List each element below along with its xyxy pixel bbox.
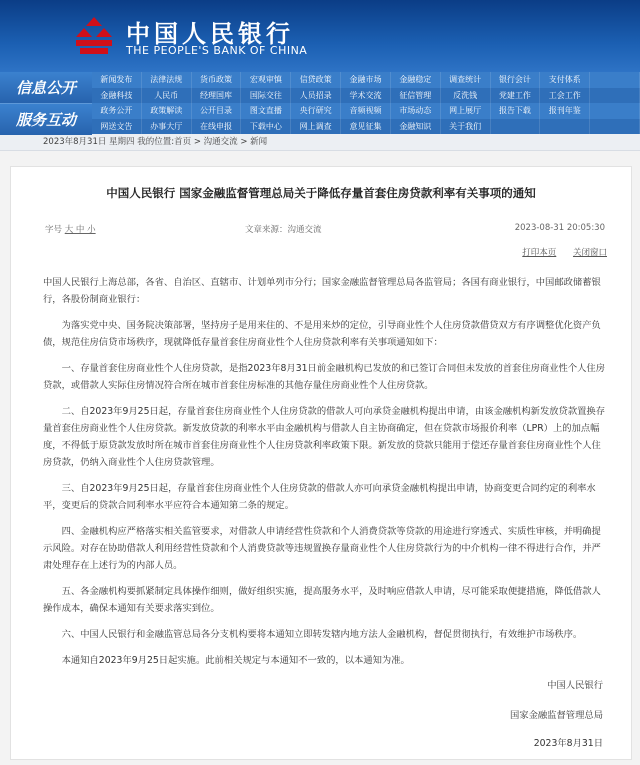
nav-item[interactable]: 反洗钱: [441, 88, 491, 104]
nav-item[interactable]: 金融科技: [92, 88, 142, 104]
nav-item-empty: [590, 103, 640, 119]
nav-item[interactable]: 人员招录: [291, 88, 341, 104]
nav-item[interactable]: 市场动态: [391, 103, 441, 119]
nav-item[interactable]: 下载中心: [241, 119, 291, 135]
nav-item[interactable]: 经理国库: [192, 88, 242, 104]
font-size-options[interactable]: 大 中 小: [64, 225, 96, 235]
nav-item[interactable]: 央行研究: [291, 103, 341, 119]
article-body: [43, 274, 607, 678]
article-card: [10, 166, 632, 760]
close-window-link[interactable]: 关闭窗口: [572, 248, 607, 258]
nav-item[interactable]: 报刊年鉴: [540, 103, 590, 119]
article-tools: [508, 246, 607, 258]
nav-item[interactable]: 报告下载: [491, 103, 541, 119]
nav-section-info-disclosure[interactable]: 信息公开: [0, 72, 92, 103]
nav-item[interactable]: 信贷政策: [291, 72, 341, 88]
nav-item[interactable]: 法律法规: [142, 72, 192, 88]
nav-item[interactable]: 音频视频: [341, 103, 391, 119]
article-paragraph: 一、存量首套住房商业性个人住房贷款，是指2023年8月31日前金融机构已发放的和已签订合同但未发放的首套住房商业性个人住房贷款，或借款人实际住房情况符合所在城市首套住房标准的其他存量住房商业性个人住房贷款。: [43, 363, 606, 391]
nav-item[interactable]: 货币政策: [192, 72, 242, 88]
article-paragraph: 为落实党中央、国务院决策部署，坚持房子是用来住的、不是用来炒的定位，引导商业性个人住房贷款借贷双方有序调整优化资产负债，规范住房信贷市场秩序，现就降低存量首套住房商业性个人住房贷款利率有关事项通知如下：: [43, 320, 601, 348]
site-header: [0, 0, 640, 72]
font-size-label: 字号: [45, 225, 63, 235]
nav-item[interactable]: 意见征集: [341, 119, 391, 135]
nav-item[interactable]: 宏观审慎: [241, 72, 291, 88]
nav-item-empty: [590, 72, 640, 88]
nav-item[interactable]: 征信管理: [391, 88, 441, 104]
main-navigation: [0, 72, 640, 134]
article-title: 中国人民银行 国家金融监督管理总局关于降低存量首套住房贷款利率有关事项的通知: [106, 186, 536, 200]
breadcrumb: [0, 134, 640, 151]
article-paragraph: 本通知自2023年9月25日起实施。此前相关规定与本通知不一致的，以本通知为准。: [61, 655, 410, 666]
nav-item[interactable]: 金融稳定: [391, 72, 441, 88]
font-size-control: [45, 223, 96, 235]
nav-item[interactable]: 办事大厅: [142, 119, 192, 135]
current-date: 2023年8月31日 星期四: [43, 137, 135, 147]
nav-item[interactable]: 金融市场: [341, 72, 391, 88]
signature-pboc: 中国人民银行: [547, 680, 603, 691]
nav-item[interactable]: 关于我们: [441, 119, 491, 135]
nav-item[interactable]: 支付体系: [540, 72, 590, 88]
nav-item[interactable]: 人民币: [142, 88, 192, 104]
nav-item[interactable]: 国际交往: [241, 88, 291, 104]
nav-item[interactable]: 网上调查: [291, 119, 341, 135]
nav-item[interactable]: 学术交流: [341, 88, 391, 104]
nav-item[interactable]: 政务公开: [92, 103, 142, 119]
bank-logo-icon[interactable]: [72, 14, 116, 58]
article-datetime: 2023-08-31 20:05:30: [514, 223, 605, 233]
article-paragraph: 二、自2023年9月25日起，存量首套住房商业性个人住房贷款的借款人可向承贷金融机构提出申请，由该金融机构新发放贷款置换存量首套住房商业性个人住房贷款。新发放贷款的利率水平由金融机构与借款人自主协商确定，但在贷款市场报价利率（LPR）上的加点幅度，不得低于原贷款发放时所在城市首套住房商业性个人住房贷款利率政策下限。新发放的贷款只能用于偿还存量首套住房商业性个人住房贷款，仍纳入商业性个人住房贷款管理。: [43, 406, 606, 468]
nav-item[interactable]: 银行会计: [491, 72, 541, 88]
signature-nfra: 国家金融监督管理总局: [510, 710, 603, 721]
nav-grid: [92, 72, 640, 134]
nav-item[interactable]: 党建工作: [491, 88, 541, 104]
article-paragraph: 四、金融机构应严格落实相关监管要求，对借款人申请经营性贷款和个人消费贷款等贷款的用途进行穿透式、实质性审核，并明确提示风险。对存在协助借款人利用经营性贷款和个人消费贷款等违规置换存量商业性个人住房贷款行为的中介机构一律不得进行合作，并严肃处理存在上述行为的内部人员。: [43, 526, 601, 571]
nav-item-empty: [491, 119, 541, 135]
article-paragraph: 六、中国人民银行和金融监管总局各分支机构要将本通知立即转发辖内地方法人金融机构，督促贯彻执行，有效维护市场秩序。: [61, 629, 583, 640]
article-paragraph: 三、自2023年9月25日起，存量首套住房商业性个人住房贷款的借款人亦可向承贷金融机构提出申请，协商变更合同约定的利率水平，变更后的贷款合同利率水平应符合本通知第二条的规定。: [43, 483, 596, 511]
nav-item[interactable]: 公开目录: [192, 103, 242, 119]
breadcrumb-path[interactable]: 我的位置:首页 > 沟通交流 > 新闻: [137, 137, 268, 147]
nav-item[interactable]: 工会工作: [540, 88, 590, 104]
nav-section-service-interaction[interactable]: 服务互动: [0, 103, 92, 135]
site-title-en: THE PEOPLE'S BANK OF CHINA: [126, 44, 308, 57]
nav-item[interactable]: 在线申报: [192, 119, 242, 135]
article-paragraph: 五、各金融机构要抓紧制定具体操作细则，做好组织实施，提高服务水平，及时响应借款人申请，尽可能采取便捷措施，降低借款人操作成本，确保本通知有关要求落实到位。: [43, 586, 601, 614]
nav-item[interactable]: 网送文告: [92, 119, 142, 135]
nav-item-empty: [590, 88, 640, 104]
print-link[interactable]: 打印本页: [522, 248, 557, 258]
nav-item[interactable]: 新闻发布: [92, 72, 142, 88]
article-source: 文章来源：沟通交流: [245, 225, 322, 235]
article-paragraph: 中国人民银行上海总部，各省、自治区、直辖市、计划单列市分行；国家金融监督管理总局各监管局；各国有商业银行，中国邮政储蓄银行，各股份制商业银行：: [43, 277, 601, 305]
nav-item[interactable]: 政策解读: [142, 103, 192, 119]
nav-item[interactable]: 网上展厅: [441, 103, 491, 119]
nav-item[interactable]: 金融知识: [391, 119, 441, 135]
signature-date: 2023年8月31日: [533, 738, 603, 749]
nav-item[interactable]: 调查统计: [441, 72, 491, 88]
nav-item-empty: [590, 119, 640, 135]
site-title-cn: 中国人民银行: [126, 19, 294, 48]
nav-item[interactable]: 图文直播: [241, 103, 291, 119]
nav-item-empty: [540, 119, 590, 135]
